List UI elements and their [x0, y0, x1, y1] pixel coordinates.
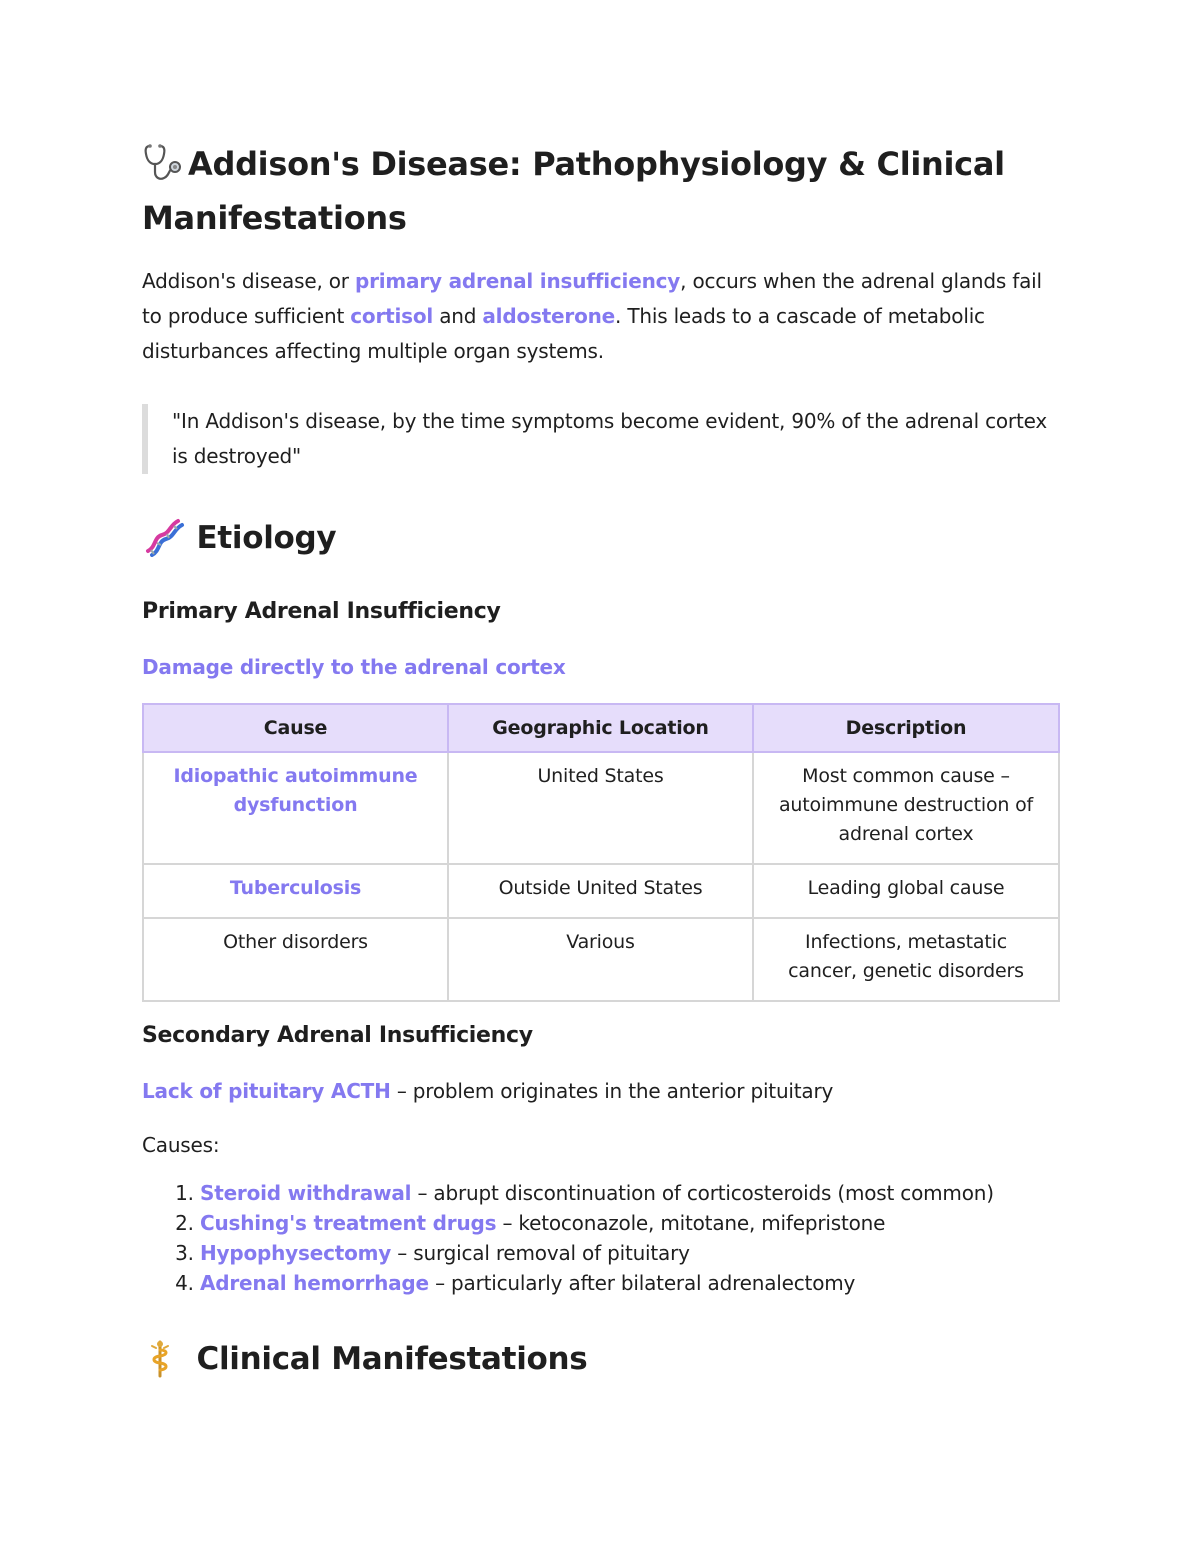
- cause-desc: – particularly after bilateral adrenalectomy: [428, 1271, 856, 1295]
- table-cell: Other disorders: [143, 918, 448, 1001]
- table-row: [143, 864, 1059, 918]
- cause-term: Cushing's treatment drugs: [200, 1211, 497, 1235]
- table-row: [143, 918, 1059, 1001]
- term-cortisol: cortisol: [350, 304, 434, 328]
- causes-list: [142, 1178, 1060, 1298]
- primary-subtitle: Damage directly to the adrenal cortex: [142, 655, 566, 679]
- etiology-heading-text: Etiology: [196, 520, 337, 556]
- secondary-lead: [142, 1076, 833, 1106]
- list-item: [200, 1268, 1060, 1298]
- intro-text: , occurs when the adrenal glands fail to produce sufficient: [142, 269, 1042, 328]
- table-row: [143, 752, 1059, 864]
- section-heading-etiology: [142, 516, 336, 560]
- secondary-lead-text: – problem originates in the anterior pituitary: [390, 1079, 834, 1103]
- intro-text: . This leads to a cascade of metabolic disturbances affecting multiple organ systems.: [142, 304, 985, 363]
- cause-desc: – surgical removal of pituitary: [391, 1241, 690, 1265]
- table-cell: Outside United States: [448, 864, 753, 918]
- column-header: Geographic Location: [448, 704, 753, 752]
- list-item: [200, 1208, 1060, 1238]
- page-title: [142, 137, 1042, 245]
- table-cell: Idiopathic autoimmune dysfunction: [143, 752, 448, 864]
- cause-term: Adrenal hemorrhage: [200, 1271, 429, 1295]
- table-cell: Tuberculosis: [143, 864, 448, 918]
- stethoscope-icon: [142, 140, 188, 184]
- table-header-row: [143, 704, 1059, 752]
- cause-term: Steroid withdrawal: [200, 1181, 412, 1205]
- section-heading-clinical-manifestations: [142, 1337, 587, 1381]
- dna-icon: [142, 517, 186, 557]
- list-item: [200, 1178, 1060, 1208]
- term-lack-of-pituitary-acth: Lack of pituitary ACTH: [142, 1079, 391, 1103]
- table-cell: United States: [448, 752, 753, 864]
- etiology-table: [142, 703, 1060, 1002]
- subheading-secondary-adrenal-insufficiency: Secondary Adrenal Insufficiency: [142, 1023, 533, 1048]
- quote-block: "In Addison's disease, by the time symptoms become evident, 90% of the adrenal cortex is destroyed": [142, 404, 1052, 474]
- column-header: Description: [753, 704, 1059, 752]
- term-aldosterone: aldosterone: [482, 304, 616, 328]
- column-header: Cause: [143, 704, 448, 752]
- subheading-primary-adrenal-insufficiency: Primary Adrenal Insufficiency: [142, 599, 501, 624]
- table-cell: Leading global cause: [753, 864, 1059, 918]
- intro-text: and: [433, 304, 483, 328]
- medical-symbol-icon: [142, 1338, 186, 1378]
- term-primary-adrenal-insufficiency: primary adrenal insufficiency: [354, 269, 681, 293]
- cause-desc: – ketoconazole, mitotane, mifepristone: [496, 1211, 886, 1235]
- title-text: Addison's Disease: Pathophysiology & Clinical Manifestations: [142, 145, 1005, 237]
- intro-text: Addison's disease, or: [142, 269, 355, 293]
- causes-label: Causes:: [142, 1133, 220, 1157]
- table-cell: Infections, metastatic cancer, genetic disorders: [753, 918, 1059, 1001]
- clinical-heading-text: Clinical Manifestations: [196, 1341, 588, 1377]
- intro-paragraph: [142, 264, 1058, 369]
- table-cell: Most common cause – autoimmune destruction of adrenal cortex: [753, 752, 1059, 864]
- list-item: [200, 1238, 1060, 1268]
- cause-term: Hypophysectomy: [200, 1241, 392, 1265]
- cause-desc: – abrupt discontinuation of corticosteroids (most common): [411, 1181, 994, 1205]
- table-cell: Various: [448, 918, 753, 1001]
